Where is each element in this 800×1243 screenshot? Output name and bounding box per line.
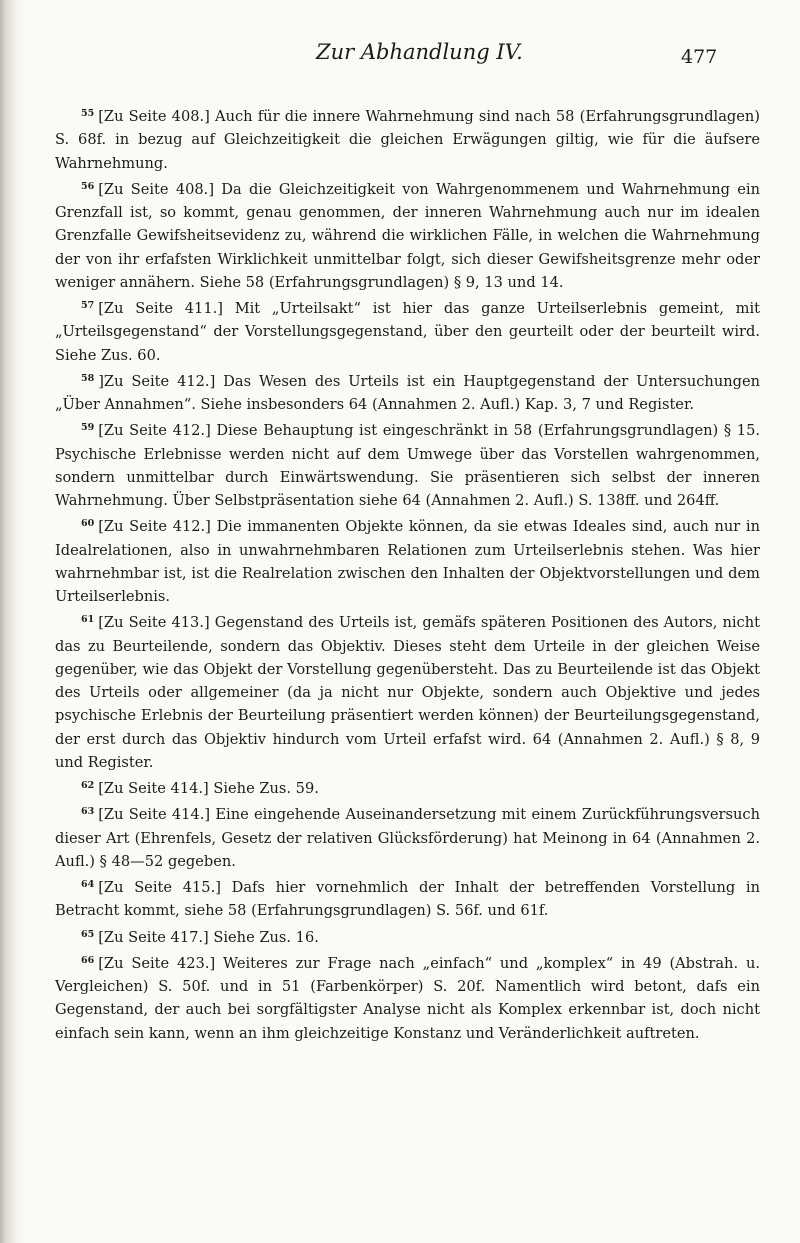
note-number: 56 [81,180,95,192]
note-text: [Zu Seite 412.] Die immanenten Objekte können, da sie etwas Ideales sind, auch nur in Idealrelationen, also in unwahrnehmbaren Relationen zum Urteilserlebnis stehen. Was hier wahrnehmbar ist, ist die Realrelation zwischen den Inhalten der Objektvorstellungen und dem Urteilserlebnis. [55,518,760,605]
note-text: [Zu Seite 414.] Eine eingehende Auseinandersetzung mit einem Zurückführungsversuch dieser Art (Ehrenfels, Gesetz der relativen Glücksförderung) hat Meinong in 64 (Annahmen 2. Aufl.) § 48—52 gegeben. [55,806,760,870]
note-text: [Zu Seite 412.] Diese Behauptung ist eingeschränkt in 58 (Erfahrungsgrundlagen) § 15. Psychische Erlebnisse werden nicht auf dem Umwege über das Vorstellen wahrgenommen, sondern unmittelbar durch Einwärtswendung. Sie präsentieren sich selbst der inneren Wahrnehmung. Über Selbstpräsentation siehe 64 (Annahmen 2. Aufl.) S. 138ff. und 264ff. [55,422,760,509]
note-text: [Zu Seite 414.] Siehe Zus. 59. [98,780,319,797]
endnote [55,800,760,873]
endnote [55,367,760,417]
endnote [55,949,760,1045]
endnote [55,608,760,774]
page-header [0,40,800,80]
note-text: [Zu Seite 411.] Mit „Urteilsakt“ ist hier das ganze Urteilserlebnis gemeint, mit „Urteilsgegenstand“ der Vorstellungsgegenstand, über den geurteilt oder der beurteilt wird. Siehe Zus. 60. [55,300,760,364]
note-text: [Zu Seite 415.] Dafs hier vornehmlich der Inhalt der betreffenden Vorstellung in Betracht kommt, siehe 58 (Erfahrungsgrundlagen) S. 56f. und 61f. [55,879,760,920]
note-number: 58 [81,372,95,384]
endnote [55,294,760,367]
note-text: [Zu Seite 413.] Gegenstand des Urteils ist, gemäfs späteren Positionen des Autors, nicht das zu Beurteilende, sondern das Objektiv. Dieses steht dem Urteile in der gleichen Weise gegenüber, wie das Objekt der Vorstellung gegenübersteht. Das zu Beurteilende ist das Objekt des Urteils oder allgemeiner (da ja nicht nur Objekte, sondern auch Objektive und jedes psychische Erlebnis der Beurteilung präsentiert werden können) der Beurteilungsgegenstand, der erst durch das Objektiv hindurch vom Urteil erfafst wird. 64 (Annahmen 2. Aufl.) § 8, 9 und Register. [55,614,760,771]
endnote [55,416,760,512]
note-number: 66 [81,954,95,966]
endnotes-section [55,102,760,1045]
endnote [55,923,760,949]
note-text: [Zu Seite 423.] Weiteres zur Frage nach „einfach“ und „komplex“ in 49 (Abstrah. u. Vergleichen) S. 50f. und in 51 (Farbenkörper) S. 20f. Namentlich wird betont, dafs ein Gegenstand, der auch bei sorgfältigster Analyse nicht als Komplex erkennbar ist, doch nicht einfach sein kann, wenn an ihm gleichzeitige Konstanz und Veränderlichkeit auftreten. [55,954,760,1042]
endnote [55,102,760,175]
note-text: [Zu Seite 408.] Da die Gleichzeitigkeit von Wahrgenommenem und Wahrnehmung ein Grenzfall ist, so kommt, genau genommen, der inneren Wahrnehmung auch nur im idealen Grenzfalle Gewifsheitsevidenz zu, während die wirklichen Fälle, in welchen die Wahrnehmung der von ihr erfafsten Wirklichkeit unmittelbar folgt, sich dieser Gewifsheitsgrenze mehr oder weniger annähern. Siehe 58 (Erfahrungsgrundlagen) § 9, 13 und 14. [55,180,760,291]
note-text: ]Zu Seite 412.] Das Wesen des Urteils ist ein Hauptgegenstand der Untersuchungen „Über Annahmen“. Siehe insbesonders 64 (Annahmen 2. Aufl.) Kap. 3, 7 und Register. [55,372,760,413]
note-number: 62 [81,780,95,791]
note-number: 61 [81,614,95,626]
note-number: 63 [81,806,95,818]
note-number: 65 [81,928,95,940]
note-number: 60 [81,518,95,530]
endnote [55,512,760,608]
page-number: 477 [681,46,718,68]
endnote [55,175,760,294]
note-text: [Zu Seite 408.] Auch für die innere Wahrnehmung sind nach 58 (Erfahrungsgrundlagen) S. 68f. in bezug auf Gleichzeitigkeit die gleichen Erwägungen giltig, wie für die äufsere Wahrnehmung. [55,108,760,172]
page-gutter-shadow [0,0,26,1243]
running-title: Zur Abhandlung IV. [316,40,523,64]
note-text: [Zu Seite 417.] Siehe Zus. 16. [98,928,319,946]
note-number: 59 [81,422,95,434]
note-number: 64 [81,879,95,890]
endnote [55,873,760,923]
note-number: 55 [81,108,95,119]
note-number: 57 [81,300,95,311]
endnote [55,774,760,800]
